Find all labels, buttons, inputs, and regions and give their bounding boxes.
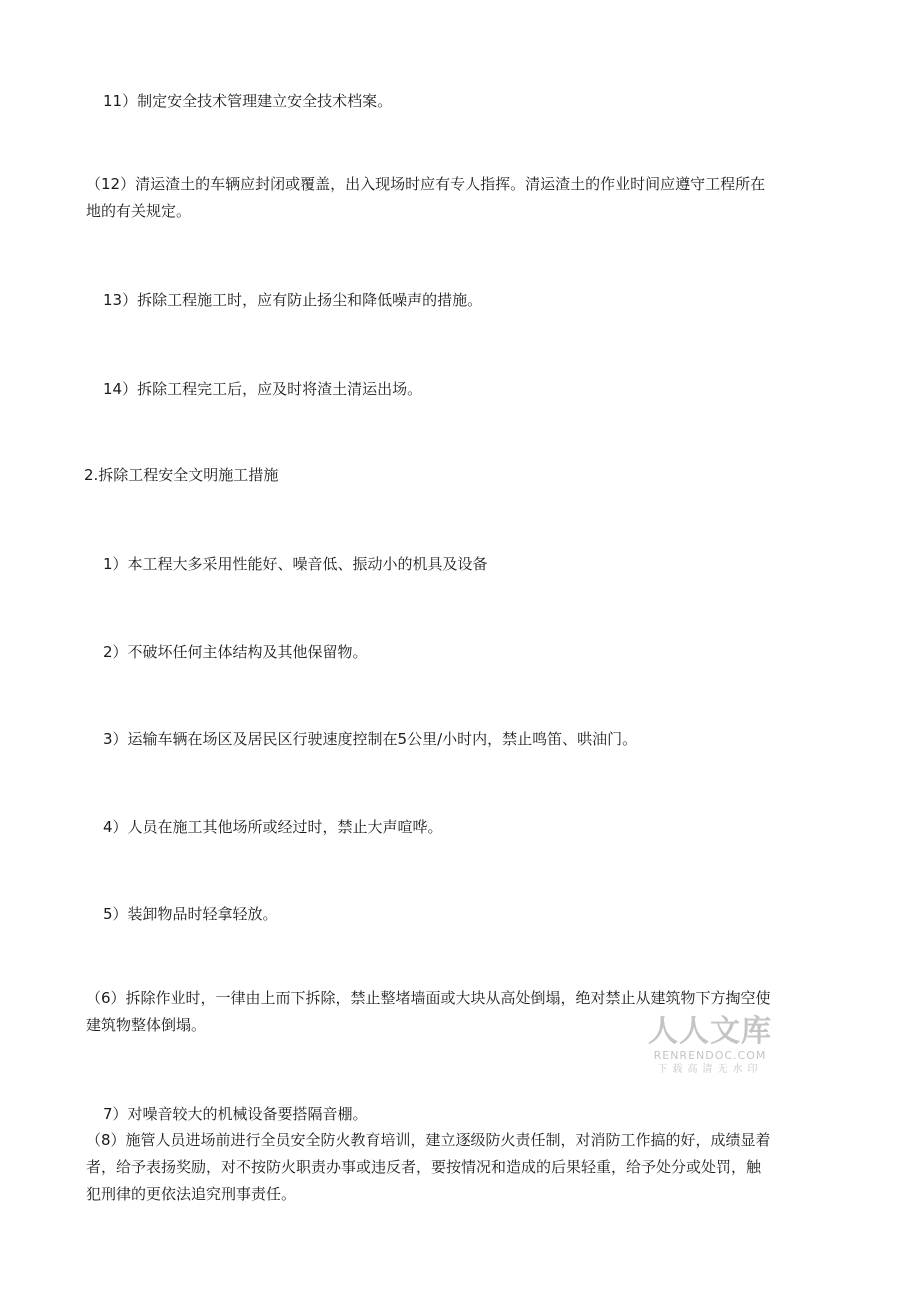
paragraph-line: 犯刑律的更依法追究刑事责任。 (86, 1185, 297, 1203)
paragraph-line: 7）对噪音较大的机械设备要搭隔音棚。 (103, 1105, 368, 1123)
measure-4 (103, 814, 443, 841)
paragraph-14 (103, 376, 422, 403)
paragraph-line: 建筑物整体倒塌。 (86, 1016, 207, 1034)
measure-3 (103, 726, 637, 753)
heading-text: 2.拆除工程安全文明施工措施 (84, 466, 279, 484)
measure-2 (103, 639, 368, 666)
paragraph-13 (103, 287, 482, 314)
paragraph-12 (86, 171, 846, 225)
watermark-title: 人人文库 (648, 1014, 772, 1049)
paragraph-11 (103, 88, 392, 115)
paragraph-line: （6）拆除作业时，一律由上而下拆除，禁止整堵墙面或大块从高处倒塌，绝对禁止从建筑物下方掏空使 (86, 989, 771, 1007)
paragraph-line: 5）装卸物品时轻拿轻放。 (103, 905, 278, 923)
paragraph-line: （12）清运渣土的车辆应封闭或覆盖，出入现场时应有专人指挥。清运渣土的作业时间应遵守工程所在 (86, 175, 766, 193)
measure-5 (103, 901, 278, 928)
paragraph-line: 者，给予表扬奖励，对不按防火职责办事或违反者，要按情况和造成的后果轻重，给予处分或处罚，触 (86, 1158, 762, 1176)
section-heading (84, 462, 278, 489)
measure-1 (103, 551, 488, 578)
paragraph-line: 2）不破坏任何主体结构及其他保留物。 (103, 643, 368, 661)
watermark-logo (645, 1015, 775, 1077)
measure-8 (86, 1127, 846, 1208)
measure-7 (103, 1101, 368, 1128)
paragraph-line: 3）运输车辆在场区及居民区行驶速度控制在5公里/小时内，禁止鸣笛、哄油门。 (103, 730, 638, 748)
paragraph-line: 1）本工程大多采用性能好、噪音低、振动小的机具及设备 (103, 555, 488, 573)
watermark-site: RENRENDOC.COM (653, 1049, 767, 1062)
paragraph-line: （8）施管人员进场前进行全员安全防火教育培训，建立逐级防火责任制，对消防工作搞的好，成绩显着 (86, 1131, 771, 1149)
watermark-subtitle: 下载高清无水印 (657, 1064, 763, 1075)
paragraph-line: 13）拆除工程施工时，应有防止扬尘和降低噪声的措施。 (103, 291, 483, 309)
paragraph-line: 4）人员在施工其他场所或经过时，禁止大声喧哗。 (103, 818, 443, 836)
paragraph-line: 11）制定安全技术管理建立安全技术档案。 (103, 92, 393, 110)
paragraph-line: 14）拆除工程完工后，应及时将渣土清运出场。 (103, 380, 423, 398)
paragraph-line: 地的有关规定。 (86, 202, 192, 220)
